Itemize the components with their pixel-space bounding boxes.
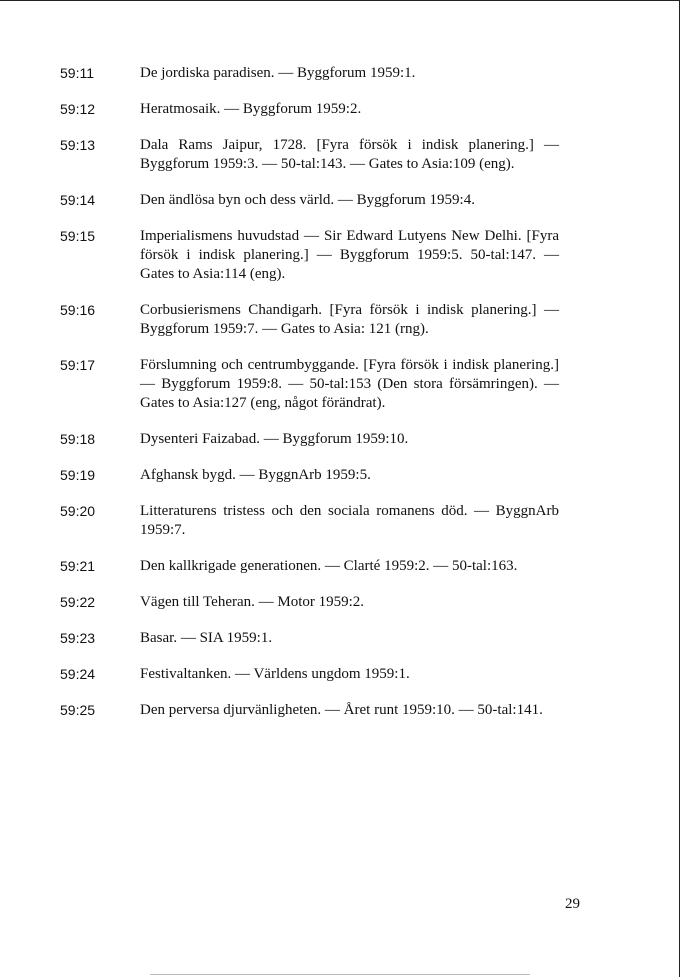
entry-text: Vägen till Teheran. — Motor 1959:2.: [140, 594, 365, 610]
entry-number: 59:22: [60, 594, 96, 610]
entry-text: Den perversa djurvänligheten. — Året runt 1959:10. — 50-tal:141.: [140, 702, 543, 718]
bibliography-entry: [0, 356, 680, 413]
bibliography-entry: [0, 701, 680, 720]
entry-text: Litteraturens tristess och den sociala romanens död. — ByggnArb 1959:7.: [140, 503, 559, 538]
entry-text: De jordiska paradisen. — Byggforum 1959:1.: [140, 65, 416, 81]
entry-number: 59:24: [60, 666, 96, 682]
entry-text: Imperialismens huvudstad — Sir Edward Lutyens New Delhi. [Fyra försök i indisk planering.] — Byggforum 1959:5. 50-tal:147. — Gates to Asia:114 (eng).: [140, 228, 559, 282]
entry-number: 59:21: [60, 558, 96, 574]
bibliography-entry: [0, 593, 680, 612]
bibliography-entry: [0, 191, 680, 210]
entry-number: 59:25: [60, 702, 96, 718]
entry-number: 59:15: [60, 228, 96, 244]
bibliography-entry: [0, 100, 680, 119]
bibliography-entry: [0, 502, 680, 540]
page-edge-bottom: [150, 974, 530, 975]
entry-text: Basar. — SIA 1959:1.: [140, 630, 273, 646]
bibliography-entry: [0, 227, 680, 284]
bibliography-entry: [0, 466, 680, 485]
entry-number: 59:18: [60, 431, 96, 447]
bibliography-entry: [0, 136, 680, 174]
entry-text: Dysenteri Faizabad. — Byggforum 1959:10.: [140, 431, 409, 447]
page-number: 29: [565, 896, 580, 912]
entry-text: Afghansk bygd. — ByggnArb 1959:5.: [140, 467, 371, 483]
entry-text: Heratmosaik. — Byggforum 1959:2.: [140, 101, 362, 117]
bibliography-entry: [0, 665, 680, 684]
bibliography-entry: [0, 557, 680, 576]
entry-number: 59:17: [60, 357, 96, 373]
bibliography-entry: [0, 629, 680, 648]
bibliography-entry: [0, 301, 680, 339]
bibliography-entry: [0, 430, 680, 449]
entry-number: 59:13: [60, 137, 96, 153]
entry-number: 59:11: [60, 65, 94, 81]
bibliography-list: [0, 64, 680, 737]
entry-number: 59:12: [60, 101, 96, 117]
entry-text: Den ändlösa byn och dess värld. — Byggforum 1959:4.: [140, 192, 475, 208]
entry-text: Festivaltanken. — Världens ungdom 1959:1.: [140, 666, 410, 682]
entry-text: Den kallkrigade generationen. — Clarté 1959:2. — 50-tal:163.: [140, 558, 518, 574]
bibliography-entry: [0, 64, 680, 83]
entry-number: 59:16: [60, 302, 96, 318]
entry-number: 59:14: [60, 192, 96, 208]
entry-number: 59:20: [60, 503, 96, 519]
entry-text: Corbusierismens Chandigarh. [Fyra försök i indisk planering.] — Byggforum 1959:7. — Gates to Asia: 121 (rng).: [140, 302, 559, 337]
page-edge-top: [0, 0, 680, 1]
entry-number: 59:23: [60, 630, 96, 646]
entry-text: Förslumning och centrumbyggande. [Fyra försök i indisk planering.] — Byggforum 1959:8. — 50-tal:153 (Den stora försämringen). — Gates to Asia:127 (eng, något förändrat).: [140, 357, 559, 411]
entry-text: Dala Rams Jaipur, 1728. [Fyra försök i indisk planering.] — Byggforum 1959:3. — 50-tal:143. — Gates to Asia:109 (eng).: [140, 137, 559, 172]
entry-number: 59:19: [60, 467, 96, 483]
